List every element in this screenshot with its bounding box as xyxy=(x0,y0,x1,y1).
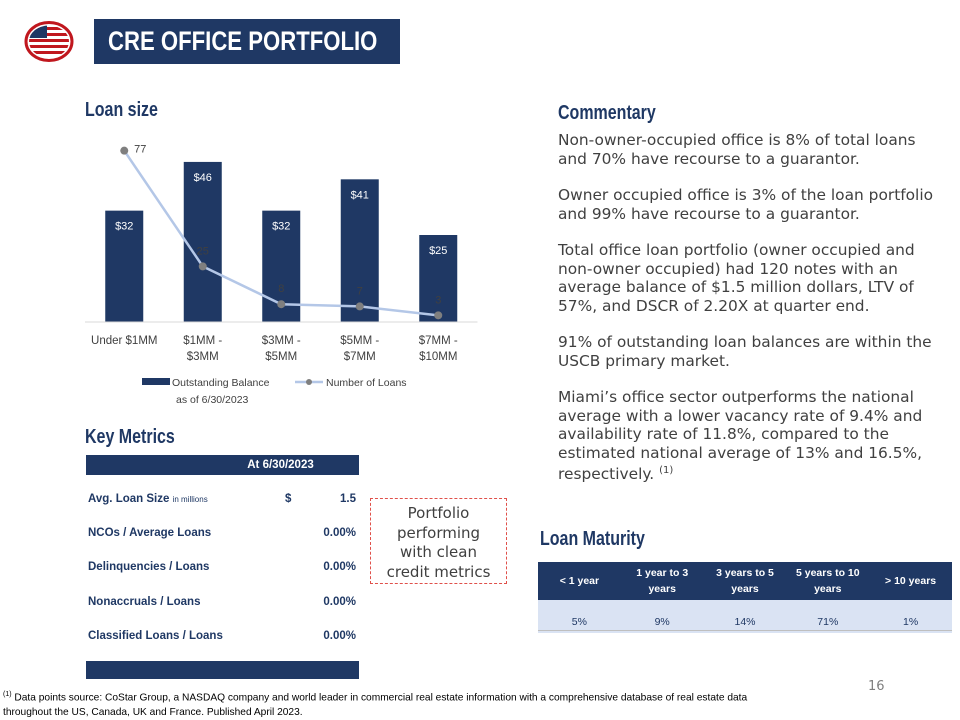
metrics-row-classified xyxy=(86,630,359,650)
key-metrics-table xyxy=(86,455,359,642)
key-metrics-heading: Key Metrics xyxy=(85,426,175,448)
bar-data-label: $32 xyxy=(272,220,291,233)
category-tick-label: $3MM xyxy=(186,351,219,363)
loan-maturity-table xyxy=(538,562,952,633)
metrics-label-text: Avg. Loan Size xyxy=(88,493,170,505)
maturity-value-cell: 9% xyxy=(654,616,670,628)
bar-data-label: $32 xyxy=(115,220,134,233)
loans-data-label: 7 xyxy=(356,285,363,298)
header-bar xyxy=(0,19,400,64)
maturity-value-row xyxy=(538,600,952,633)
category-tick-label: $10MM xyxy=(419,351,458,363)
page-number: 16 xyxy=(868,679,885,694)
category-tick-label: $1MM - xyxy=(183,335,223,347)
loans-point xyxy=(277,300,285,308)
maturity-value-cell: 1% xyxy=(902,616,919,628)
metrics-label: Delinquencies / Loans xyxy=(88,561,210,573)
maturity-header-cell: 3 years to 5 years xyxy=(716,567,774,595)
loans-data-label: 3 xyxy=(435,294,442,307)
commentary-paragraph-last xyxy=(558,388,943,484)
maturity-header-cell: > 10 years xyxy=(885,575,937,587)
legend-bar-swatch xyxy=(142,378,170,385)
metrics-label: Nonaccruals / Loans xyxy=(88,596,201,608)
footnote-text: Data points source: CoStar Group, a NASDAQ company and world leader in commercial real estate information with a comprehensive database of real estate data throughout the US, Canada, UK and France. Published April 2023. xyxy=(3,692,748,719)
legend-line-label: Number of Loans xyxy=(326,377,407,389)
source-footnote xyxy=(3,687,793,720)
footnote-marker: (1) xyxy=(3,691,12,698)
maturity-header-cell: 5 years to 10 years xyxy=(795,567,860,595)
chart-bar xyxy=(184,162,222,322)
metrics-footer-bar xyxy=(86,661,359,679)
commentary-paragraph: Total office loan portfolio (owner occupied and non-owner occupied) had 120 notes with an average balance of $1.5 million dollars, LTV of 57%, and DSCR of 2.20X at quarter end. xyxy=(558,241,915,315)
maturity-bottom-rule xyxy=(538,630,952,631)
category-tick-label: $5MM xyxy=(265,351,298,363)
maturity-value-cell: 5% xyxy=(571,616,587,628)
footnote-reference: (1) xyxy=(659,465,674,476)
metrics-value: 0.00% xyxy=(323,561,356,573)
performance-callout xyxy=(370,498,507,584)
loans-data-label: 77 xyxy=(134,143,147,156)
callout-line: performing xyxy=(396,523,481,542)
commentary-heading: Commentary xyxy=(558,102,656,124)
loan-size-chart xyxy=(80,138,480,410)
bar-data-label: $25 xyxy=(429,245,448,257)
loans-point xyxy=(120,147,128,155)
category-tick-label: $7MM - xyxy=(418,335,458,347)
category-tick-label: Under $1MM xyxy=(91,335,158,347)
metrics-column-header: At 6/30/2023 xyxy=(86,455,359,475)
callout-line: Portfolio xyxy=(407,504,470,522)
commentary-paragraph: 91% of outstanding loan balances are within the USCB primary market. xyxy=(558,333,932,370)
metrics-row-ncos xyxy=(86,527,359,547)
loan-maturity-heading: Loan Maturity xyxy=(540,528,645,550)
bar-data-label: $41 xyxy=(350,189,369,202)
commentary-text xyxy=(558,131,943,502)
maturity-header-row xyxy=(538,562,952,600)
loans-point xyxy=(199,262,207,270)
bar-data-label: $46 xyxy=(193,171,212,184)
loans-data-label: 25 xyxy=(196,245,209,258)
maturity-header-cell: < 1 year xyxy=(559,575,600,587)
legend-bar-label: as of 6/30/2023 xyxy=(176,394,249,406)
logo-box xyxy=(0,19,94,64)
flag-globe-icon xyxy=(24,21,74,62)
metrics-row-nonaccruals xyxy=(86,596,359,616)
commentary-paragraph: Owner occupied office is 3% of the loan portfolio and 99% have recourse to a guarantor. xyxy=(558,186,934,223)
loans-data-label: 8 xyxy=(278,283,285,296)
metrics-value: 0.00% xyxy=(323,596,356,608)
loan-size-heading: Loan size xyxy=(85,99,158,121)
metrics-row-delinquencies xyxy=(86,561,359,581)
category-tick-label: $7MM xyxy=(343,351,376,363)
commentary-paragraph-text: Miami’s office sector outperforms the national average with a lower vacancy rate of 9.4% and availability rate of 11.8%, compared to the estimated national average of 13% and 16.5%, respectively. xyxy=(558,388,923,484)
metrics-row-avg-loan-size xyxy=(86,493,359,513)
metrics-label xyxy=(88,493,208,505)
category-tick-label: $5MM - xyxy=(340,335,380,347)
legend-bar-label: Outstanding Balance xyxy=(172,377,270,389)
metrics-currency: $ xyxy=(285,493,292,505)
metrics-label: NCOs / Average Loans xyxy=(88,527,212,539)
metrics-value: 1.5 xyxy=(340,493,356,505)
maturity-value-cell: 71% xyxy=(817,616,839,628)
commentary-paragraph: Non-owner-occupied office is 8% of total loans and 70% have recourse to a guarantor. xyxy=(558,131,916,168)
maturity-header-cell: 1 year to 3 years xyxy=(636,567,689,595)
metrics-value: 0.00% xyxy=(323,527,356,539)
callout-line: credit metrics xyxy=(386,562,491,581)
metrics-label: Classified Loans / Loans xyxy=(88,630,223,642)
loans-point xyxy=(434,311,442,319)
legend-line-marker xyxy=(306,379,312,385)
category-tick-label: $3MM - xyxy=(261,335,301,347)
metrics-unit: in millions xyxy=(172,495,208,504)
metrics-value: 0.00% xyxy=(323,630,356,642)
maturity-value-cell: 14% xyxy=(734,616,756,628)
loans-point xyxy=(356,302,364,310)
callout-line: with clean xyxy=(400,543,477,561)
page-title: CRE OFFICE PORTFOLIO xyxy=(108,26,378,56)
